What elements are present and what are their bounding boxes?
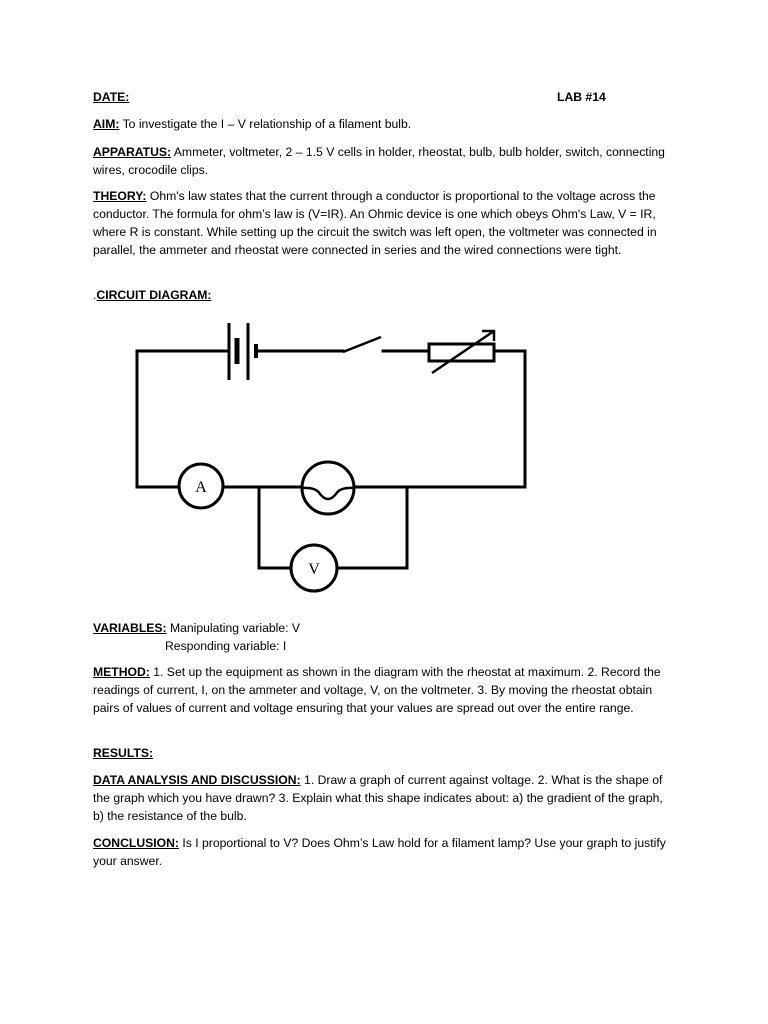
variables-section — [93, 619, 673, 655]
switch-icon — [343, 337, 381, 352]
theory-label: THEORY: — [93, 189, 147, 203]
theory-text: Ohm's law states that the current through a conductor is proportional to the voltage across the conductor. The formula for ohm’s law is (V=IR). An Ohmic device is one which obeys Ohm's Law, V = IR, where R is constant. While setting up the circuit the switch was left open, the voltmeter was connected in parallel, the ammeter and rheostat were connected in series and the wired connections were tight. — [93, 189, 657, 257]
variables-label: VARIABLES: — [93, 621, 167, 635]
method-text: 1. Set up the equipment as shown in the diagram with the rheostat at maximum. 2. Record the readings of current, I, on the ammeter and voltage, V, on the voltmeter. 3. By moving the rheostat obtain pairs of values of current and voltage ensuring that your values are spread out over the entire range. — [93, 665, 661, 715]
method-label: METHOD: — [93, 665, 150, 679]
analysis-text: 1. Draw a graph of current against voltage. 2. What is the shape of the graph which you have drawn? 3. Explain what this shape indicates about: a) the gradient of the graph, b) the resistance of the bulb. — [93, 773, 663, 823]
date-label: DATE: — [93, 90, 130, 104]
voltmeter-symbol: V — [308, 561, 320, 578]
analysis-label: DATA ANALYSIS AND DISCUSSION: — [93, 773, 301, 787]
circuit-label: CIRCUIT DIAGRAM: — [96, 288, 212, 302]
apparatus-text: Ammeter, voltmeter, 2 – 1.5 V cells in holder, rheostat, bulb, bulb holder, switch, connecting wires, crocodile clips. — [93, 145, 665, 177]
conclusion-text: Is I proportional to V? Does Ohm’s Law hold for a filament lamp? Use your graph to justify your answer. — [93, 836, 666, 868]
manipulating-variable: Manipulating variable: V — [166, 621, 301, 635]
bulb-icon — [302, 462, 354, 514]
responding-variable: Responding variable: I — [165, 639, 287, 653]
ammeter-icon — [179, 464, 223, 508]
ammeter-symbol: A — [195, 479, 207, 496]
aim-label: AIM: — [93, 117, 120, 131]
voltmeter-icon — [291, 545, 337, 591]
rheostat-icon — [429, 331, 494, 373]
results-label: RESULTS: — [93, 746, 154, 760]
lab-number: LAB #14 — [557, 90, 606, 104]
method-section — [93, 663, 673, 717]
conclusion-label: CONCLUSION: — [93, 836, 179, 850]
results-section — [93, 744, 673, 762]
circuit-prefix: . — [93, 288, 97, 302]
analysis-section — [93, 771, 673, 825]
apparatus-label: APPARATUS: — [93, 145, 172, 159]
conclusion-section — [93, 834, 673, 870]
battery-icon — [229, 323, 256, 380]
aim-text: To investigate the I – V relationship of a filament bulb. — [119, 117, 412, 131]
